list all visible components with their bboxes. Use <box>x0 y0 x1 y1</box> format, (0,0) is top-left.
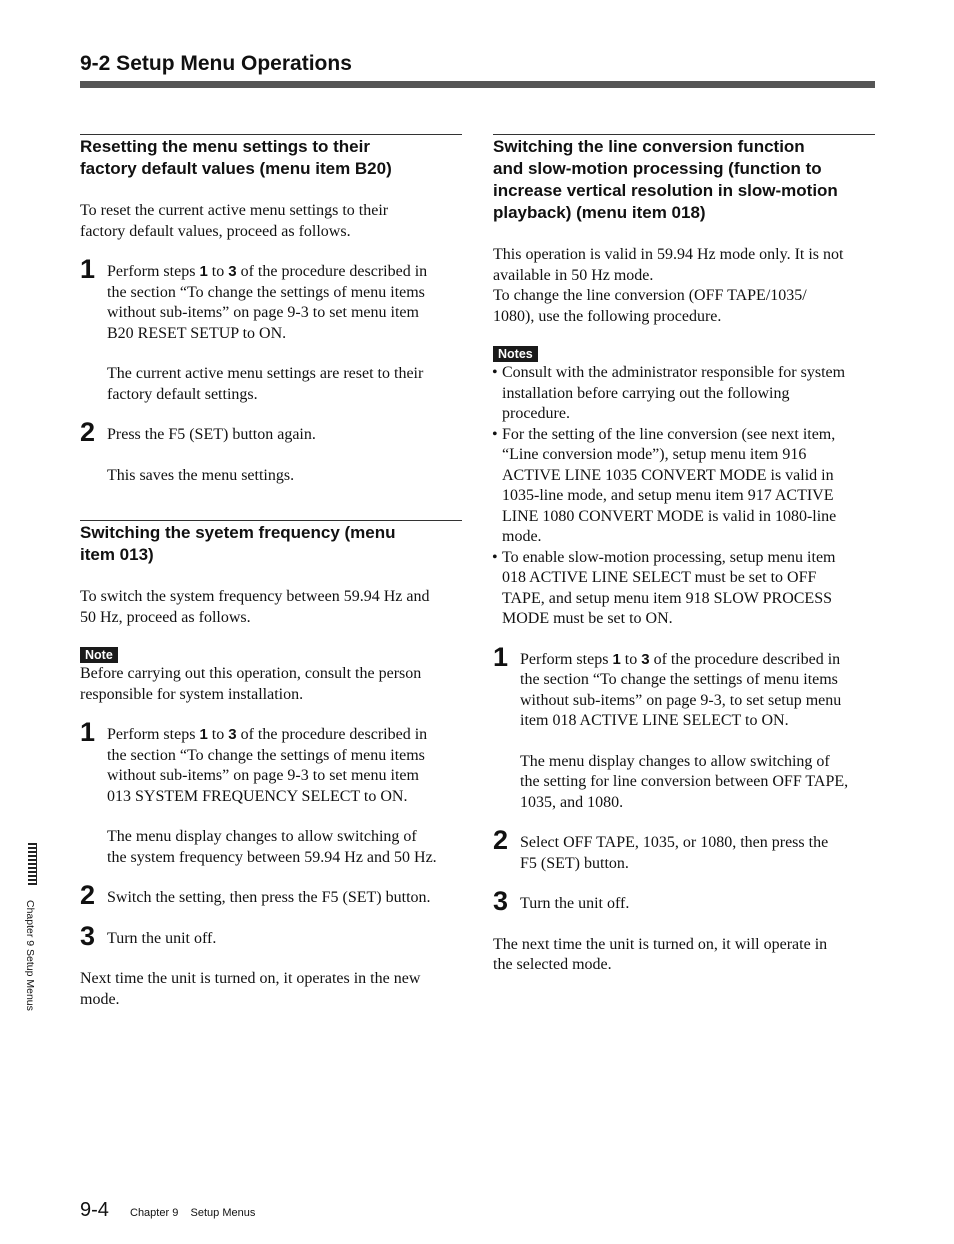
notes-badge: Notes <box>493 346 538 362</box>
page-title: 9-2 Setup Menu Operations <box>80 52 352 75</box>
step-line: Select OFF TAPE, 1035, or 1080, then press the <box>520 834 829 851</box>
step-1 <box>80 717 462 868</box>
intro-line: available in 50 Hz mode. <box>493 266 654 284</box>
section-heading <box>80 521 462 566</box>
step-line: Switch the setting, then press the F5 (SET) button. <box>107 889 431 906</box>
step-1 <box>80 254 462 405</box>
step-line: B20 RESET SETUP to ON. <box>107 324 287 342</box>
step-text: Perform steps <box>107 263 200 280</box>
step-ref: 3 <box>228 726 237 743</box>
step-number: 3 <box>80 920 96 951</box>
note-line: • To enable slow-motion processing, setup menu item <box>502 548 836 566</box>
chapter-tab-edge <box>36 843 37 885</box>
note-line: 1035-line mode, and setup menu item 917 ACTIVE <box>502 487 834 504</box>
note-line: • Consult with the administrator responsible for system <box>502 364 846 381</box>
section-heading <box>493 135 875 224</box>
note-line: mode. <box>502 528 542 545</box>
step-line: 013 SYSTEM FREQUENCY SELECT to ON. <box>107 787 408 805</box>
step-2 <box>80 880 462 910</box>
note-item <box>493 425 875 548</box>
step-text: Perform steps <box>520 650 613 668</box>
step-line: without sub-items” on page 9-3 to set menu item <box>107 304 419 321</box>
step-result: the setting for line conversion between OFF TAPE, <box>520 773 849 790</box>
note-line: installation before carrying out the following <box>502 384 790 402</box>
heading-line: Switching the line conversion function <box>493 137 805 156</box>
step-ref: 1 <box>612 650 621 668</box>
step-2 <box>493 825 875 874</box>
step-line <box>520 650 875 671</box>
intro-line: To change the line conversion (OFF TAPE/1035/ <box>493 287 807 304</box>
notes-block <box>493 345 875 630</box>
section-system-frequency <box>80 520 462 1010</box>
note-line: 018 ACTIVE LINE SELECT must be set to OFF <box>502 569 817 586</box>
step-line: Turn the unit off. <box>107 929 217 947</box>
step-number: 3 <box>493 886 509 916</box>
heading-line: Resetting the menu settings to their <box>80 137 370 156</box>
intro-line: To reset the current active menu settings to their <box>80 202 389 219</box>
heading-line: and slow-motion processing (function to <box>493 159 822 178</box>
heading-line: factory default values (menu item B20) <box>80 159 392 178</box>
note-line: Before carrying out this operation, consult the person <box>80 665 422 682</box>
step-text: to <box>620 650 642 668</box>
step-line: the section “To change the settings of menu items <box>107 746 425 764</box>
footer-chapter-label: Chapter 9 Setup Menus <box>130 1207 256 1219</box>
step-result: 1035, and 1080. <box>520 793 624 811</box>
side-chapter-label: Chapter 9 Setup Menus <box>24 900 36 1011</box>
step-3 <box>80 920 462 951</box>
heading-line: item 013) <box>80 545 154 564</box>
step-line <box>107 262 462 283</box>
intro-line: This operation is valid in 59.94 Hz mode only. It is not <box>493 246 844 263</box>
step-text: Perform steps <box>107 726 200 743</box>
outro-line: Next time the unit is turned on, it operates in the new <box>80 970 421 987</box>
step-line: Press the F5 (SET) button again. <box>107 426 316 443</box>
step-line: item 018 ACTIVE LINE SELECT to ON. <box>520 712 789 729</box>
step-ref: 3 <box>641 650 650 668</box>
note-line: MODE must be set to ON. <box>502 610 673 627</box>
step-line: the section “To change the settings of menu items <box>520 671 838 688</box>
step-result: The current active menu settings are reset to their <box>107 365 424 382</box>
step-number: 2 <box>493 825 509 855</box>
step-line <box>107 725 462 746</box>
step-1 <box>493 641 875 814</box>
step-text: of the procedure described in <box>236 263 428 280</box>
intro-line: 50 Hz, proceed as follows. <box>80 608 251 626</box>
note-item <box>493 363 875 425</box>
note-line: TAPE, and setup menu item 918 SLOW PROCESS <box>502 589 832 607</box>
note-line: “Line conversion mode”), setup menu item 916 <box>502 446 807 463</box>
right-column <box>493 134 875 976</box>
step-3 <box>493 886 875 916</box>
step-text: to <box>207 726 229 743</box>
outro-line: The next time the unit is turned on, it will operate in <box>493 935 828 953</box>
heading-line: playback) (menu item 018) <box>493 203 706 222</box>
step-number: 1 <box>80 254 96 284</box>
heading-line: Switching the syetem frequency (menu <box>80 523 396 542</box>
note-line: ACTIVE LINE 1035 CONVERT MODE is valid in <box>502 466 834 484</box>
note-item <box>493 548 875 630</box>
section-line-conversion <box>493 134 875 976</box>
intro-line: 1080), use the following procedure. <box>493 307 722 325</box>
step-line: without sub-items” on page 9-3 to set menu item <box>107 767 419 784</box>
step-number: 2 <box>80 417 96 447</box>
step-line: without sub-items” on page 9-3, to set setup menu <box>520 691 842 709</box>
outro-line: the selected mode. <box>493 956 612 973</box>
heading-line: increase vertical resolution in slow-motion <box>493 181 838 200</box>
step-text: of the procedure described in <box>236 726 428 743</box>
step-result: The menu display changes to allow switching of <box>520 752 830 770</box>
intro-line: factory default values, proceed as follows. <box>80 222 351 240</box>
step-ref: 3 <box>228 263 237 280</box>
step-number: 2 <box>80 880 96 910</box>
step-result: factory default settings. <box>107 385 258 403</box>
header-rule <box>80 81 875 88</box>
step-line: the section “To change the settings of menu items <box>107 283 425 301</box>
step-result: This saves the menu settings. <box>107 466 295 484</box>
note-line: LINE 1080 CONVERT MODE is valid in 1080-line <box>502 507 837 525</box>
note-badge: Note <box>80 647 118 663</box>
section-heading <box>80 135 462 180</box>
step-text: of the procedure described in <box>649 650 841 668</box>
step-result: The menu display changes to allow switching of <box>107 828 417 845</box>
step-ref: 1 <box>199 726 208 743</box>
step-result: the system frequency between 59.94 Hz and 50 Hz. <box>107 848 437 866</box>
outro-line: mode. <box>80 990 120 1008</box>
notes-list <box>493 363 875 630</box>
step-line: F5 (SET) button. <box>520 854 629 872</box>
step-text: to <box>207 263 229 280</box>
intro-line: To switch the system frequency between 59.94 Hz and <box>80 588 430 605</box>
note-block <box>80 646 462 705</box>
page-number: 9-4 <box>80 1199 109 1221</box>
note-line: procedure. <box>502 405 570 422</box>
step-ref: 1 <box>199 263 208 280</box>
chapter-tab-marker <box>28 843 36 885</box>
step-number: 1 <box>80 717 96 747</box>
step-line: Turn the unit off. <box>520 895 630 912</box>
section-reset-defaults <box>80 134 462 486</box>
note-line: • For the setting of the line conversion (see next item, <box>502 425 836 443</box>
step-number: 1 <box>493 641 509 672</box>
step-2 <box>80 417 462 486</box>
note-line: responsible for system installation. <box>80 685 304 703</box>
left-column <box>80 134 462 1010</box>
